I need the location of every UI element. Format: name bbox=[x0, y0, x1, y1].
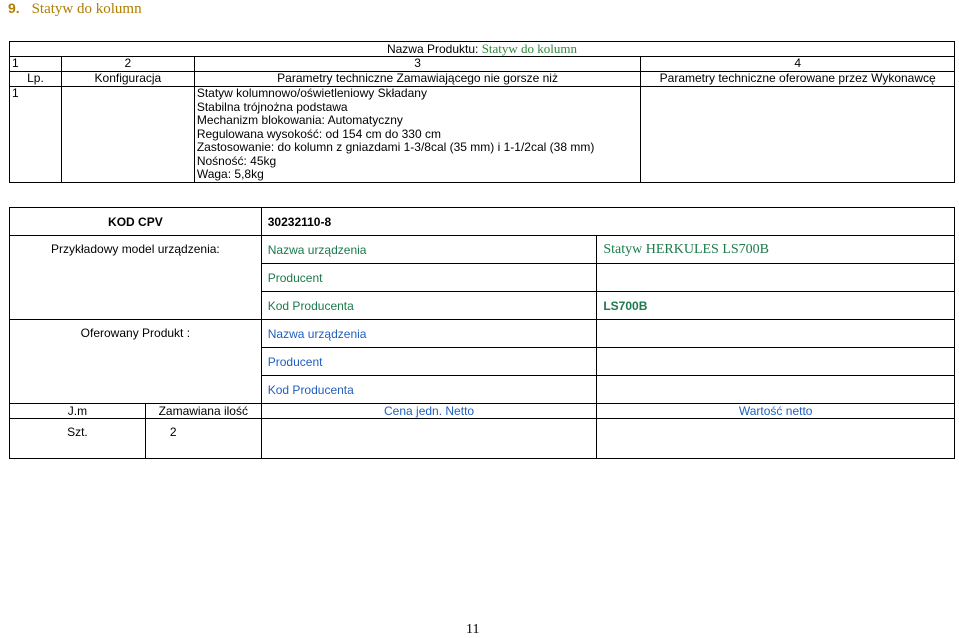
param-line: Nośność: 45kg bbox=[196, 153, 277, 168]
param-line: Stabilna trójnożna podstawa bbox=[196, 99, 348, 114]
qty-header: Zamawiana ilość bbox=[145, 404, 261, 419]
offered-params-cell[interactable] bbox=[641, 87, 955, 183]
config-cell bbox=[61, 87, 194, 183]
offered-code-label: Kod Producenta bbox=[261, 376, 597, 404]
required-params-cell bbox=[194, 87, 641, 183]
header-offered-params: Parametry techniczne oferowane przez Wykonawcę bbox=[641, 72, 955, 87]
device-name-value: Statyw HERKULES LS700B bbox=[597, 236, 955, 264]
section-number: 9. bbox=[8, 0, 20, 16]
value-header: Wartość netto bbox=[597, 404, 955, 419]
col-number-1: 1 bbox=[10, 57, 62, 72]
col-number-3: 3 bbox=[194, 57, 641, 72]
device-name-label: Nazwa urządzenia bbox=[261, 236, 597, 264]
qty-value: 2 bbox=[145, 419, 261, 459]
price-header: Cena jedn. Netto bbox=[261, 404, 597, 419]
param-line: Mechanizm blokowania: Automatyczny bbox=[196, 113, 403, 127]
offered-name-value[interactable] bbox=[597, 320, 955, 348]
example-model-label: Przykładowy model urządzenia: bbox=[10, 236, 262, 320]
section-heading bbox=[8, 0, 142, 18]
row-lp: 1 bbox=[10, 87, 62, 183]
unit-value: Szt. bbox=[10, 419, 146, 459]
product-name: Statyw do kolumn bbox=[481, 41, 578, 56]
param-line: Waga: 5,8kg bbox=[196, 167, 264, 181]
col-number-4: 4 bbox=[641, 57, 955, 72]
param-line: Regulowana wysokość: od 154 cm do 330 cm bbox=[196, 126, 441, 141]
producer-label: Producent bbox=[261, 264, 597, 292]
header-required-params: Parametry techniczne Zamawiającego nie gorsze niż bbox=[194, 72, 641, 87]
price-value[interactable] bbox=[261, 419, 597, 459]
cpv-value: 30232110-8 bbox=[261, 208, 954, 236]
section-title: Statyw do kolumn bbox=[31, 1, 142, 17]
spec-table bbox=[9, 41, 955, 183]
producer-value bbox=[597, 264, 955, 292]
product-name-row bbox=[10, 42, 955, 57]
offered-product-label: Oferowany Produkt : bbox=[10, 320, 262, 404]
product-label: Nazwa Produktu: bbox=[386, 42, 479, 56]
unit-header: J.m bbox=[10, 404, 146, 419]
offered-name-label: Nazwa urządzenia bbox=[261, 320, 597, 348]
offered-producer-label: Producent bbox=[261, 348, 597, 376]
page-number: 11 bbox=[466, 622, 480, 637]
offered-producer-value[interactable] bbox=[597, 348, 955, 376]
param-line: Zastosowanie: do kolumn z gniazdami 1-3/8cal (35 mm) i 1-1/2cal (38 mm) bbox=[196, 140, 595, 154]
producer-code-label: Kod Producenta bbox=[261, 292, 597, 320]
offered-code-value[interactable] bbox=[597, 376, 955, 404]
col-number-2: 2 bbox=[61, 57, 194, 72]
net-value[interactable] bbox=[597, 419, 955, 459]
header-lp: Lp. bbox=[10, 72, 62, 87]
cpv-label: KOD CPV bbox=[10, 208, 262, 236]
order-table bbox=[9, 207, 955, 459]
header-config: Konfiguracja bbox=[61, 72, 194, 87]
producer-code-value: LS700B bbox=[597, 292, 955, 320]
param-line: Statyw kolumnowo/oświetleniowy Składany bbox=[196, 86, 427, 100]
